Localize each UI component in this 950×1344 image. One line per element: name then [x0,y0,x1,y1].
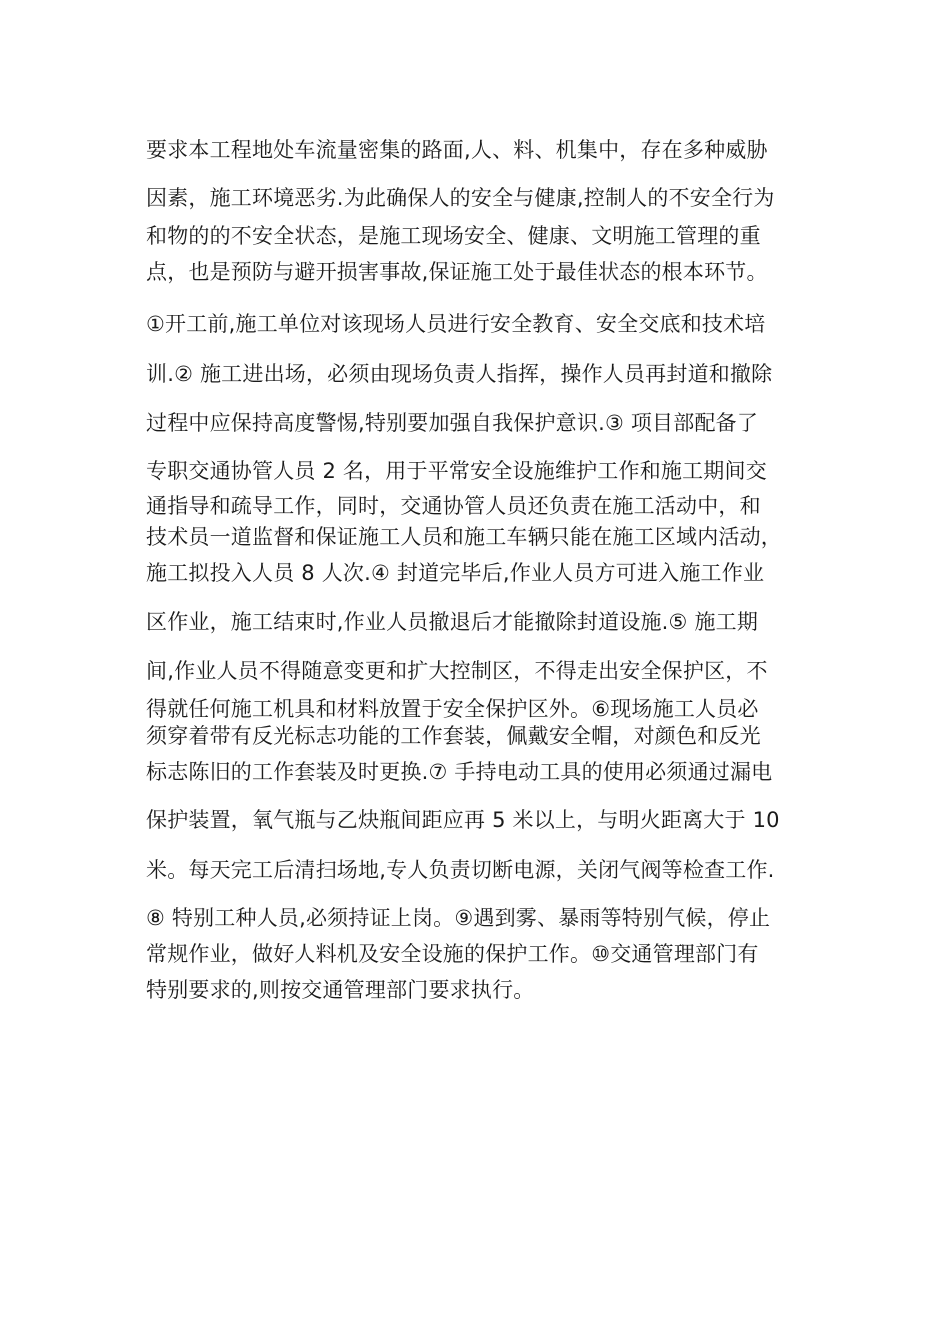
text-line: 专职交通协管人员 2 名，用于平常安全设施维护工作和施工期间交 [146,459,767,483]
text-line: 施工拟投入人员 8 人次.④ 封道完毕后,作业人员方可进入施工作业 [146,561,765,585]
text-line: 得就任何施工机具和材料放置于安全保护区外。⑥现场施工人员必 [146,697,759,721]
text-line: 常规作业，做好人料机及安全设施的保护工作。⑩交通管理部门有 [146,942,759,966]
text-line: 训.② 施工进出场，必须由现场负责人指挥，操作人员再封道和撤除 [146,362,773,386]
text-line: 过程中应保持高度警惕,特别要加强自我保护意识.③ 项目部配备了 [146,411,759,435]
text-line: 通指导和疏导工作，同时，交通协管人员还负责在施工活动中，和 [146,494,761,518]
text-line: 标志陈旧的工作套装及时更换.⑦ 手持电动工具的使用必须通过漏电 [146,760,773,784]
text-line: 米。每天完工后清扫场地,专人负责切断电源，关闭气阀等检查工作. [146,858,775,882]
text-line: 间,作业人员不得随意变更和扩大控制区，不得走出安全保护区，不 [146,659,768,683]
text-line: ⑧ 特别工种人员,必须持证上岗。⑨遇到雾、暴雨等特别气候，停止 [146,906,771,930]
text-line: 区作业，施工结束时,作业人员撤退后才能撤除封道设施.⑤ 施工期 [146,610,759,634]
text-line: 特别要求的,则按交通管理部门要求执行。 [146,978,535,1002]
text-line: 技术员一道监督和保证施工人员和施工车辆只能在施工区域内活动， [146,525,782,549]
text-line: 保护装置，氧气瓶与乙炔瓶间距应再 5 米以上，与明火距离大于 10 [146,808,780,832]
text-line: 和物的的不安全状态，是施工现场安全、健康、文明施工管理的重 [146,224,761,248]
text-line: 点，也是预防与避开损害事故,保证施工处于最佳状态的根本环节。 [146,260,768,284]
text-line: 要求本工程地处车流量密集的路面,人、料、机集中，存在多种威胁 [146,138,768,162]
text-line: 须穿着带有反光标志功能的工作套装，佩戴安全帽，对颜色和反光 [146,724,761,748]
text-line: 因素，施工环境恶劣.为此确保人的安全与健康,控制人的不安全行为 [146,186,775,210]
text-line: ①开工前,施工单位对该现场人员进行安全教育、安全交底和技术培 [146,312,766,336]
